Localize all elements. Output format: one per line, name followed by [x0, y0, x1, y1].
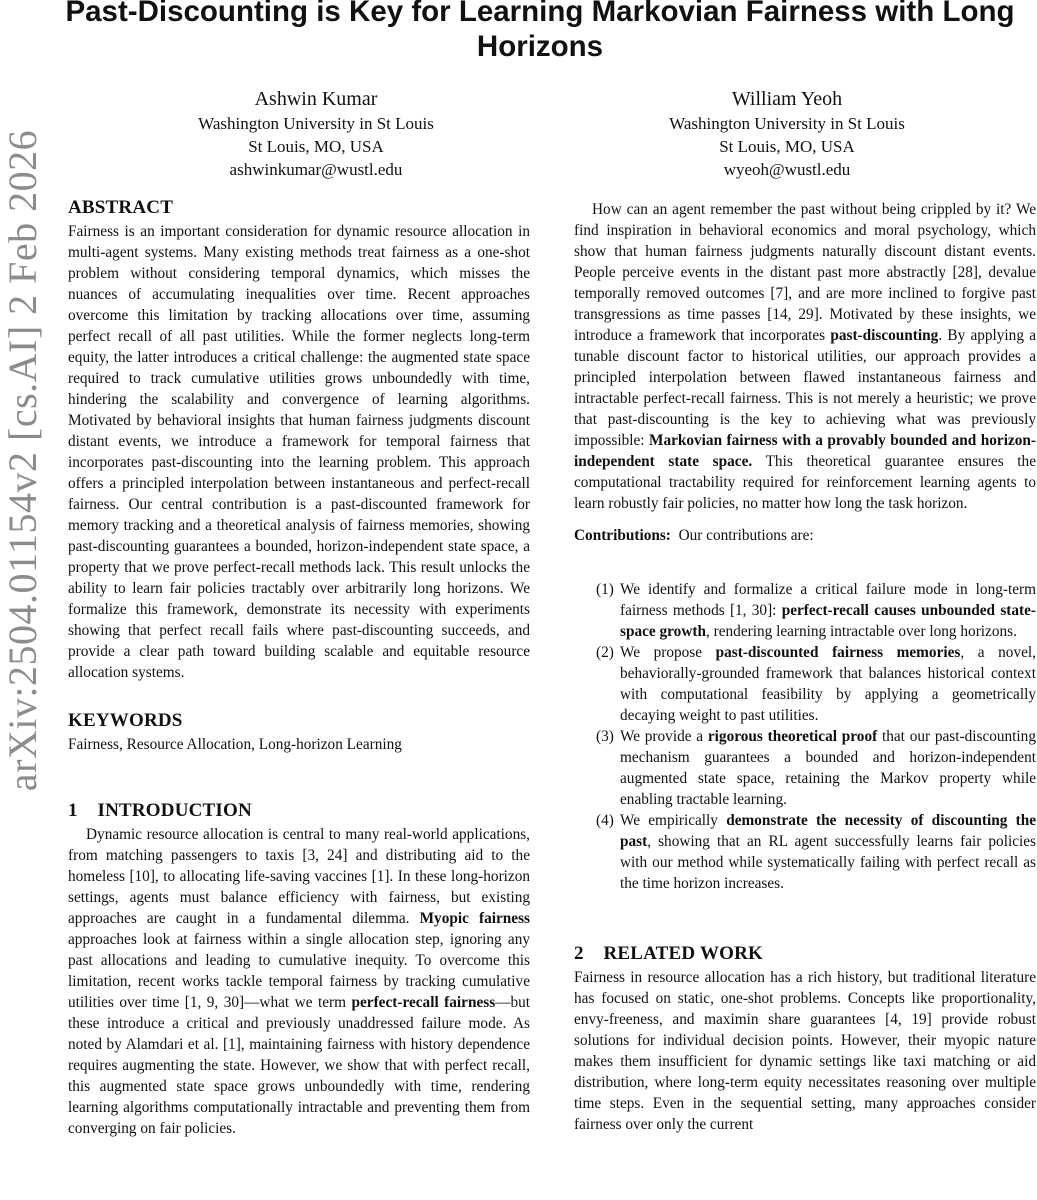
abstract-heading: ABSTRACT — [68, 197, 174, 218]
introduction-paragraph: Dynamic resource allocation is central to many real-world applications, from matching passengers to taxis [3, 24] and distributing aid to the homeless [10], to allocating life-saving vaccines [1]. In these long-horizon settings, agents must balance efficiency with fairness, but existing approaches are caught in a fundamental dilemma. Myopic fairness approaches look at fairness within a single allocation step, ignoring any past allocations and leading to cumulative inequity. To overcome this limitation, recent works tackle temporal fairness by tracking cumulative utilities over time [1, 9, 30]—what we term perfect-recall fairness—but these introduce a critical and previously unaddressed failure mode. As noted by Alamdari et al. [1], maintaining fairness with history dependence requires augmenting the state. However, we show that with perfect recall, this augmented state space grows unboundedly with time, rendering learning algorithms computationally intractable and preventing them from converging on fair policies. — [68, 826, 531, 1137]
arxiv-watermark — [0, 0, 46, 920]
introduction-heading: 1 INTRODUCTION — [68, 800, 252, 821]
contributions-intro: Contributions: Our contributions are: — [574, 527, 814, 544]
author-location: St Louis, MO, USA — [719, 137, 855, 156]
contributions-list — [574, 579, 1036, 894]
author-name: Ashwin Kumar — [254, 88, 378, 110]
author-block-2 — [607, 86, 967, 181]
paper-title: Past-Discounting is Key for Learning Markovian Fairness with Long Horizons — [65, 0, 1015, 63]
keywords-text: Fairness, Resource Allocation, Long-horizon Learning — [68, 736, 402, 753]
abstract-text: Fairness is an important consideration for dynamic resource allocation in multi-agent systems. Many existing methods treat fairness as a one-shot problem without considering temporal dynamics, which misses the nuances of accumulating inequalities over time. Recent approaches overcome this limitation by tracking allocations over time, assuming perfect recall of all past utilities. While the former neglects long-term equity, the latter introduces a critical challenge: the augmented state space required to track cumulative utilities grows unboundedly with time, hindering the scalability and convergence of learning algorithms. Motivated by behavioral insights that human fairness judgments discount distant events, we introduce a framework for temporal fairness that incorporates past-discounting into the learning problem. This approach offers a principled interpolation between instantaneous and perfect-recall fairness. Our central contribution is a past-discounted framework for memory tracking and a theoretical analysis of fairness memories, showing past-discounting guarantees a bounded, horizon-independent state space, a property that we prove perfect-recall methods lack. This result unlocks the ability to learn fair policies tractably over arbitrarily long horizons. We formalize this framework, demonstrate its necessity with experiments showing that perfect recall fails where past-discounting succeeds, and provide a clear path toward building scalable and equitable resource allocation systems. — [68, 223, 530, 681]
keywords-heading: KEYWORDS — [68, 710, 183, 731]
list-item: (2) We propose past-discounted fairness memories, a novel, behaviorally-grounded framework that balances historical context with computational feasibility by applying a geometrically decaying weight to past utilities. — [596, 644, 1036, 724]
list-item: (1) We identify and formalize a critical failure mode in long-term fairness methods [1, 30]: perfect-recall causes unbounded state-space growth, rendering learning intractable over long horizons. — [596, 581, 1036, 640]
related-work-heading: 2 RELATED WORK — [574, 943, 764, 964]
author-block-1 — [136, 86, 496, 181]
list-item: (4) We empirically demonstrate the necessity of discounting the past, showing that an RL agent successfully learns fair policies with our method while systematically failing with perfect recall as the time horizon increases. — [596, 812, 1036, 892]
list-item: (3) We provide a rigorous theoretical proof that our past-discounting mechanism guarantees a bounded and horizon-independent augmented state space, retaining the Markov property while enabling tractable learning. — [596, 728, 1036, 808]
author-name: William Yeoh — [731, 88, 843, 110]
related-work-text: Fairness in resource allocation has a rich history, but traditional literature has focused on static, one-shot problems. Concepts like proportionality, envy-freeness, and maximin share guarantees [4, 19] provide robust solutions for individual decision points. However, their myopic nature makes them insufficient for dynamic settings like taxi matching or aid distribution, where long-term equity necessitates reasoning over multiple time steps. Even in the sequential setting, many approaches consider fairness over only the current — [574, 969, 1036, 1133]
contributions-label: Contributions: — [574, 527, 671, 544]
author-email: wyeoh@wustl.edu — [723, 160, 851, 179]
arxiv-id: arXiv:2504.01154v2 [cs.AI] 2 Feb 2026 — [0, 129, 46, 791]
author-email: ashwinkumar@wustl.edu — [229, 160, 403, 179]
author-location: St Louis, MO, USA — [248, 137, 384, 156]
author-affiliation: Washington University in St Louis — [198, 114, 434, 133]
right-column — [574, 199, 1036, 1135]
introduction-paragraph-2: How can an agent remember the past without being crippled by it? We find inspiration in behavioral economics and moral psychology, which show that human fairness judgments naturally discount distant events. People perceive events in the distant past more abstractly [28], devalue temporally removed outcomes [7], and are more inclined to forgive past transgressions as time passes [14, 29]. Motivated by these insights, we introduce a framework that incorporates past-discounting. By applying a tunable discount factor to historical utilities, our approach provides a principled interpolation between flawed instantaneous fairness and intractable perfect-recall fairness. This is not merely a heuristic; we prove that past-discounting is the key to achieving what was previously impossible: Markovian fairness with a provably bounded and horizon-independent state space. This theoretical guarantee ensures the computational tractability required for reinforcement learning agents to learn robustly fair policies, no matter how long the task horizon. — [574, 201, 1036, 512]
author-affiliation: Washington University in St Louis — [669, 114, 905, 133]
left-column — [68, 195, 530, 1139]
